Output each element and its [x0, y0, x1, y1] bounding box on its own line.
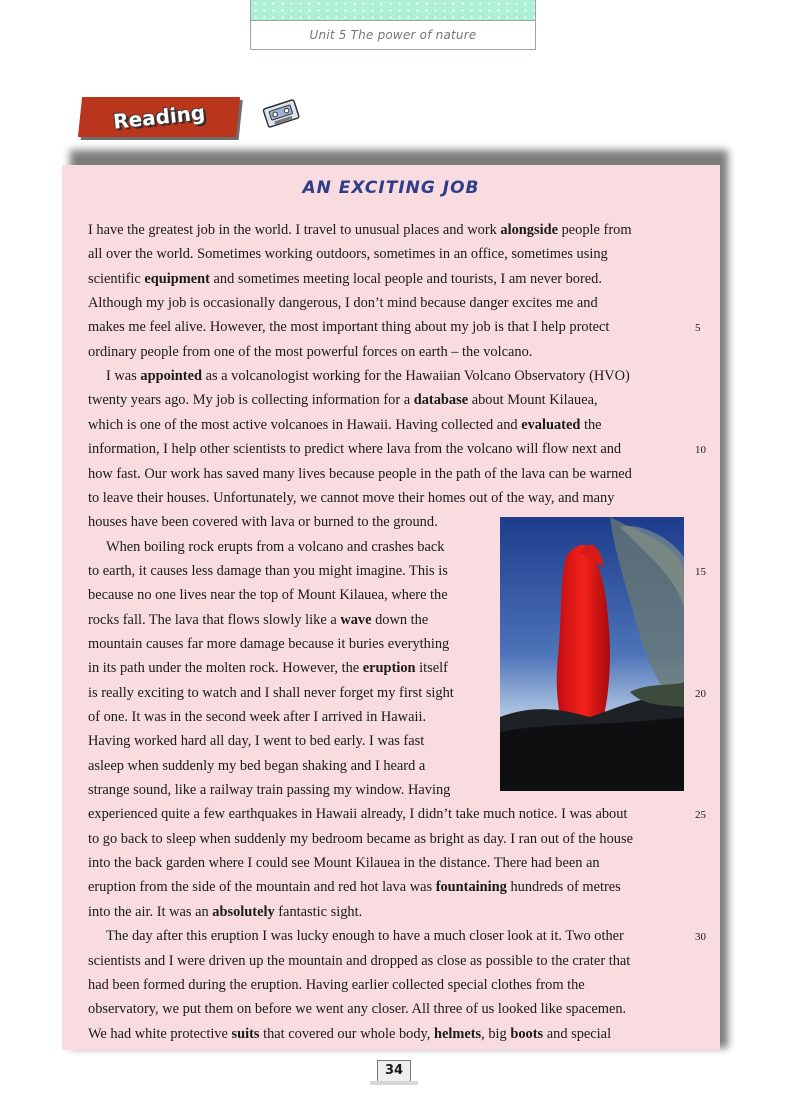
line-text: strange sound, like a railway train passing my window. Having [88, 782, 451, 799]
line-text: about Mount Kilauea, [468, 392, 598, 409]
line-text: eruption from the side of the mountain and red hot lava was [88, 879, 436, 896]
vocabulary-word: alongside [500, 222, 558, 238]
article-line [88, 635, 486, 653]
article-line [88, 270, 682, 288]
line-text: mountain causes far more damage because it buries everything [88, 635, 450, 652]
article-line [88, 489, 682, 507]
article-line [88, 854, 682, 872]
article-line [88, 1000, 682, 1018]
line-text: scientific [88, 270, 145, 287]
line-text: and sometimes meeting local people and tourists, I am never bored. [209, 270, 602, 287]
line-text: scientists and I were driven up the mountain and dropped as close as possible to the crater that [88, 952, 631, 969]
line-text: ordinary people from one of the most powerful forces on earth – the volcano. [88, 343, 533, 360]
line-text: twenty years ago. My job is collecting information for a [88, 392, 414, 409]
vocabulary-word: equipment [144, 270, 210, 287]
line-text: I have the greatest job in the world. I travel to unusual places and work [88, 222, 501, 238]
line-text: in its path under the molten rock. However, the [88, 660, 363, 677]
line-text: hundreds of metres [506, 879, 621, 896]
line-number: 5 [695, 322, 701, 335]
article-line [88, 878, 682, 896]
line-text: information, I help other scientists to predict where lava from the volcano will flow next and [88, 441, 622, 458]
line-text: to earth, it causes less damage than you might imagine. This is [88, 562, 448, 579]
article-line [88, 245, 682, 263]
line-text: We had white protective [88, 1025, 232, 1042]
unit-title: Unit 5 The power of nature [309, 28, 477, 42]
line-number: 25 [695, 809, 706, 822]
line-text: itself [415, 660, 448, 677]
line-text: experienced quite a few earthquakes in Hawaii already, I didn’t take much notice. I was about [88, 806, 628, 823]
line-text: I was [106, 368, 141, 385]
article-line [88, 781, 486, 799]
line-number: 30 [695, 931, 706, 944]
article-line [106, 538, 486, 556]
page-number-base [370, 1081, 418, 1085]
line-text: all over the world. Sometimes working outdoors, sometimes in an office, sometimes using [88, 246, 608, 263]
line-text: and special [543, 1025, 612, 1042]
line-text: into the air. It was an [88, 903, 213, 920]
reading-section-badge [78, 97, 240, 137]
article-title: AN EXCITING JOB [302, 178, 480, 198]
vocabulary-word: evaluated [521, 416, 581, 433]
line-text: asleep when suddenly my bed began shaking and I heard a [88, 757, 426, 774]
page-number: 34 [377, 1060, 411, 1082]
article-line [88, 343, 682, 361]
article-line [88, 903, 682, 921]
line-text: had been formed during the eruption. Having earlier collected special clothes from the [88, 976, 585, 993]
article-line [88, 294, 682, 312]
vocabulary-word: helmets [434, 1025, 482, 1042]
line-text: observatory, we put them on before we went any closer. All three of us looked like spacemen. [88, 1001, 627, 1018]
article-line [88, 684, 486, 702]
line-text: Having worked hard all day, I went to bed early. I was fast [88, 733, 425, 750]
line-text: of one. It was in the second week after I arrived in Hawaii. [88, 709, 427, 725]
vocabulary-word: appointed [140, 368, 202, 385]
line-text: When boiling rock erupts from a volcano and crashes back [106, 538, 445, 555]
article-line [88, 708, 486, 726]
vocabulary-word: absolutely [212, 903, 275, 920]
vocabulary-word: suits [231, 1025, 260, 1042]
line-text: Although my job is occasionally dangerous, I don’t mind because danger excites me and [88, 295, 598, 312]
article-line [88, 416, 682, 434]
article-line [88, 659, 486, 677]
line-text: makes me feel alive. However, the most important thing about my job is that I help protect [88, 319, 610, 336]
reading-section-label: Reading [111, 100, 207, 134]
article-line [88, 221, 682, 239]
article-line [106, 367, 682, 385]
article-line [88, 562, 486, 580]
article-line [88, 465, 682, 483]
line-text: the [580, 416, 602, 433]
line-text: The day after this eruption I was lucky enough to have a much closer look at it. Two other [106, 928, 624, 945]
line-text: that covered our whole body, [259, 1025, 434, 1042]
vocabulary-word: fountaining [435, 879, 507, 896]
article-line [88, 440, 682, 458]
line-number: 10 [695, 444, 706, 457]
header-pattern-stripe [251, 0, 535, 21]
article-line [106, 927, 682, 945]
article-line [88, 805, 682, 823]
line-number: 15 [695, 565, 706, 578]
article-line [88, 586, 486, 604]
vocabulary-word: database [413, 392, 469, 409]
line-text: fantastic sight. [274, 903, 363, 920]
vocabulary-word: wave [340, 611, 372, 628]
line-text: as a volcanologist working for the Hawaiian Volcano Observatory (HVO) [201, 368, 630, 385]
article-line [88, 318, 682, 336]
vocabulary-word: boots [510, 1025, 544, 1042]
cassette-tape-icon[interactable] [262, 98, 300, 128]
article-line [88, 757, 486, 775]
volcano-eruption-photo [500, 517, 684, 791]
vocabulary-word: eruption [362, 660, 416, 677]
line-text: houses have been covered with lava or burned to the ground. [88, 514, 438, 531]
article-line [88, 391, 682, 409]
line-text: , big [481, 1025, 511, 1042]
article-line [88, 976, 682, 994]
unit-header-banner [250, 0, 536, 50]
line-number: 20 [695, 687, 706, 700]
line-text: to leave their houses. Unfortunately, we cannot move their homes out of the way, and many [88, 489, 615, 506]
line-text: how fast. Our work has saved many lives because people in the path of the lava can be warned [88, 465, 632, 482]
article-line [88, 1025, 682, 1043]
line-text: people from [557, 222, 632, 238]
article-line [88, 611, 486, 629]
article-line [88, 952, 682, 970]
line-text: rocks fall. The lava that flows slowly like a [88, 611, 341, 628]
line-text: to go back to sleep when suddenly my bedroom became as bright as day. I ran out of the house [88, 830, 633, 847]
line-text: which is one of the most active volcanoes in Hawaii. Having collected and [88, 416, 522, 433]
line-text: into the back garden where I could see Mount Kilauea in the distance. There had been an [88, 855, 600, 872]
line-text: down the [371, 611, 429, 628]
line-text: is really exciting to watch and I shall never forget my first sight [88, 684, 454, 701]
line-text: because no one lives near the top of Mount Kilauea, where the [88, 587, 448, 604]
article-line [88, 830, 682, 848]
article-line [88, 732, 486, 750]
